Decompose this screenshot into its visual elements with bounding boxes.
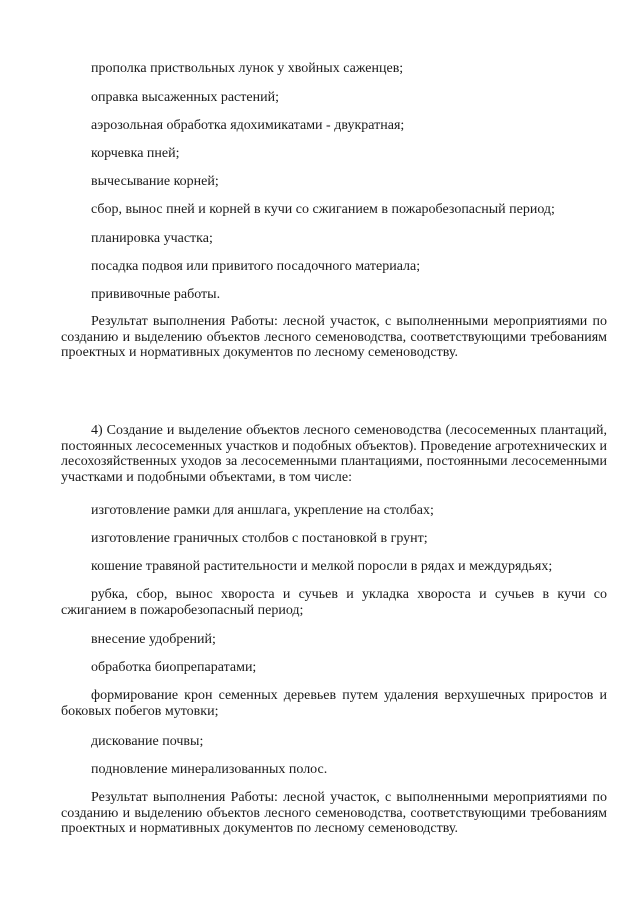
list-item: прививочные работы. bbox=[91, 287, 221, 302]
list-item: формирование крон семенных деревьев путем удаления верхушечных приростов и боковых побегов мутовки; bbox=[61, 688, 607, 719]
list-item: изготовление рамки для аншлага, укрепление на столбах; bbox=[91, 503, 434, 518]
list-item: посадка подвоя или привитого посадочного материала; bbox=[91, 259, 421, 274]
list-item: аэрозольная обработка ядохимикатами - двукратная; bbox=[91, 118, 405, 133]
list-item: сбор, вынос пней и корней в кучи со сжиганием в пожаробезопасный период; bbox=[91, 202, 555, 217]
list-item: планировка участка; bbox=[91, 231, 213, 246]
list-item: вычесывание корней; bbox=[91, 174, 219, 189]
list-item: рубка, сбор, вынос хвороста и сучьев и укладка хвороста и сучьев в кучи со сжиганием в пожаробезопасный период; bbox=[61, 587, 607, 618]
result-paragraph: Результат выполнения Работы: лесной участок, с выполненными мероприятиями по созданию и выделению объектов лесного семеноводства, соответствующими требованиям проектных и нормативных документов по лесному семеноводству. bbox=[61, 790, 607, 837]
list-item: кошение травяной растительности и мелкой поросли в рядах и междурядьях; bbox=[91, 559, 553, 574]
list-item: обработка биопрепаратами; bbox=[91, 660, 257, 675]
list-item: дискование почвы; bbox=[91, 734, 204, 749]
list-item: прополка приствольных лунок у хвойных саженцев; bbox=[91, 61, 404, 76]
list-item: оправка высаженных растений; bbox=[91, 90, 279, 105]
list-item: внесение удобрений; bbox=[91, 632, 216, 647]
result-paragraph: Результат выполнения Работы: лесной участок, с выполненными мероприятиями по созданию и выделению объектов лесного семеноводства, соответствующими требованиям проектных и нормативных документов по лесному семеноводству. bbox=[61, 314, 607, 361]
list-item: корчевка пней; bbox=[91, 146, 180, 161]
list-item: подновление минерализованных полос. bbox=[91, 762, 328, 777]
section-intro-paragraph: 4) Создание и выделение объектов лесного семеноводства (лесосеменных плантаций, постоянных лесосеменных участков и подобных объектов). Проведение агротехнических и лесохозяйственных уходов за лесосеменными плантациями, постоянными лесосеменными участками и подобными объектами, в том числе: bbox=[61, 423, 607, 485]
list-item: изготовление граничных столбов с постановкой в грунт; bbox=[91, 531, 428, 546]
